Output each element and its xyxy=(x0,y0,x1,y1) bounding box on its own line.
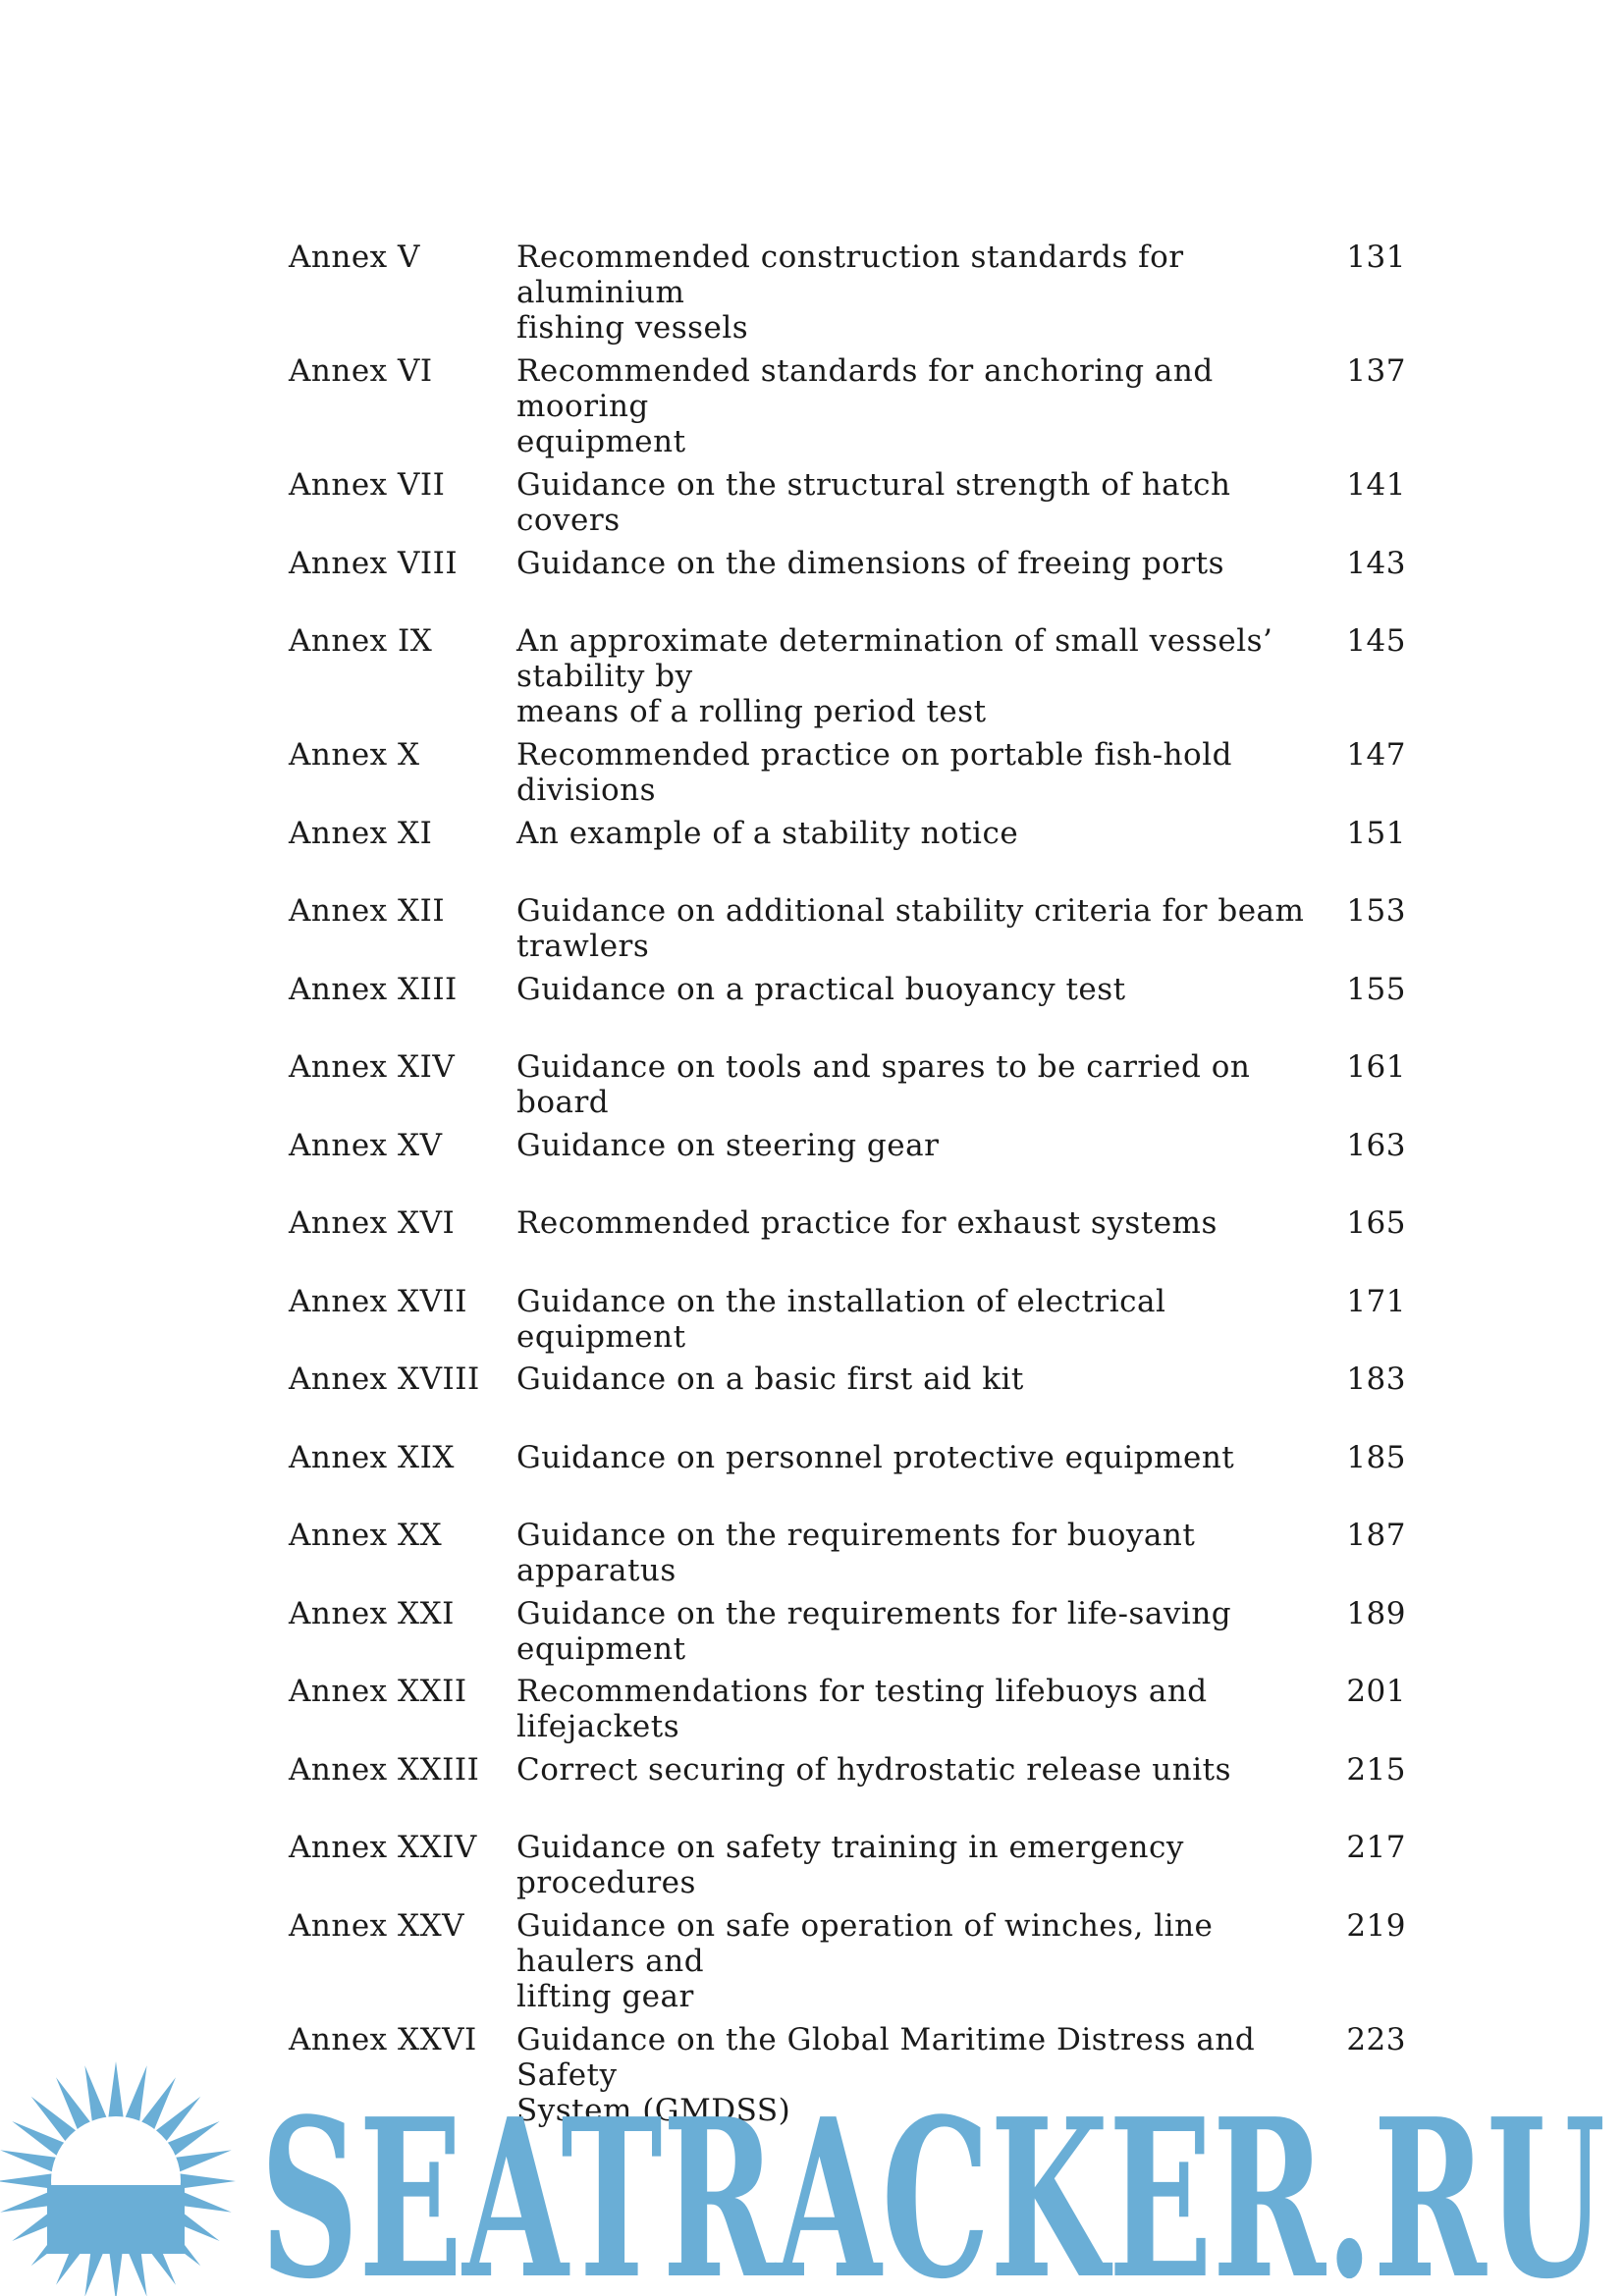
annex-title-line: An approximate determination of small vessels’ stability by xyxy=(516,623,1273,694)
annex-title xyxy=(516,1674,1322,1744)
annex-page-number: 143 xyxy=(1346,545,1406,581)
toc-entry xyxy=(289,1596,1408,1675)
annex-page-number: 147 xyxy=(1346,737,1406,773)
annex-label: Annex XIII xyxy=(289,971,458,1007)
annex-page-number: 163 xyxy=(1346,1127,1406,1163)
annex-page-number: 215 xyxy=(1346,1751,1406,1788)
annex-title-line: Guidance on a practical buoyancy test xyxy=(516,971,1126,1007)
toc-entry xyxy=(289,467,1408,546)
annex-label: Annex XX xyxy=(289,1518,443,1553)
annex-title xyxy=(516,816,1322,851)
toc-entry xyxy=(289,1205,1408,1284)
annex-label: Annex XVI xyxy=(289,1205,456,1241)
annex-label: Annex XVIII xyxy=(289,1362,480,1397)
annex-title-line: lifting gear xyxy=(516,1978,694,2014)
annex-page-number: 201 xyxy=(1346,1674,1406,1709)
annex-label: Annex X xyxy=(289,737,420,773)
toc-entry xyxy=(289,737,1408,816)
annex-label: Annex XXIV xyxy=(289,1830,477,1865)
annex-page-number: 151 xyxy=(1346,815,1406,851)
toc-entry xyxy=(289,1830,1408,1908)
annex-label: Annex XIV xyxy=(289,1049,456,1085)
annex-title-line: Guidance on additional stability criteria for beam trawlers xyxy=(516,893,1305,964)
annex-page-number: 171 xyxy=(1346,1283,1406,1319)
annex-title xyxy=(516,1908,1322,2014)
toc-entry xyxy=(289,1362,1408,1440)
toc-entry xyxy=(289,1674,1408,1752)
annex-title-line: means of a rolling period test xyxy=(516,694,987,729)
annex-title xyxy=(516,467,1322,538)
toc-entry xyxy=(289,1128,1408,1206)
toc-entry xyxy=(289,1752,1408,1831)
annex-title-line: System (GMDSS) xyxy=(516,2092,791,2128)
annex-title-line: Guidance on safety training in emergency procedures xyxy=(516,1830,1184,1900)
toc-entry xyxy=(289,240,1408,353)
annex-title-line: Guidance on the requirements for buoyant apparatus xyxy=(516,1518,1196,1588)
table-of-contents xyxy=(289,240,1408,2136)
annex-label: Annex XI xyxy=(289,815,433,851)
annex-title-line: Guidance on the requirements for life-saving equipment xyxy=(516,1595,1232,1667)
annex-title xyxy=(516,546,1322,581)
annex-label: Annex XV xyxy=(289,1127,443,1163)
annex-title xyxy=(516,1830,1322,1900)
annex-title-line: Recommended standards for anchoring and mooring xyxy=(516,353,1214,424)
annex-page-number: 141 xyxy=(1346,467,1406,503)
annex-label: Annex XXVI xyxy=(289,2021,477,2057)
annex-title-line: Correct securing of hydrostatic release units xyxy=(516,1751,1231,1788)
annex-title xyxy=(516,1596,1322,1667)
annex-label: Annex IX xyxy=(289,623,433,659)
annex-title xyxy=(516,1440,1322,1475)
annex-title xyxy=(516,623,1322,729)
toc-entry xyxy=(289,1284,1408,1362)
toc-entry xyxy=(289,1518,1408,1596)
annex-title-line: Guidance on safe operation of winches, line haulers and xyxy=(516,1907,1214,1979)
toc-entry xyxy=(289,1440,1408,1519)
annex-page-number: 137 xyxy=(1346,353,1406,389)
annex-page-number: 189 xyxy=(1346,1595,1406,1631)
annex-title xyxy=(516,1284,1322,1355)
annex-title-line: An example of a stability notice xyxy=(516,815,1019,851)
page-number: vi xyxy=(275,2181,295,2206)
annex-page-number: 187 xyxy=(1346,1518,1406,1553)
annex-page-number: 185 xyxy=(1346,1439,1406,1475)
annex-title-line: Guidance on tools and spares to be carried on board xyxy=(516,1049,1251,1120)
annex-title xyxy=(516,1128,1322,1163)
annex-title-line: Recommended practice for exhaust systems xyxy=(516,1205,1218,1241)
annex-page-number: 155 xyxy=(1346,971,1406,1007)
annex-page-number: 217 xyxy=(1346,1830,1406,1865)
toc-entry xyxy=(289,546,1408,624)
annex-label: Annex XXIII xyxy=(289,1751,480,1788)
annex-title xyxy=(516,1518,1322,1588)
annex-title xyxy=(516,353,1322,459)
annex-label: Annex XII xyxy=(289,893,446,929)
annex-title xyxy=(516,1752,1322,1788)
annex-title xyxy=(516,972,1322,1007)
annex-title-line: Guidance on a basic first aid kit xyxy=(516,1362,1024,1397)
annex-label: Annex VI xyxy=(289,353,433,389)
annex-title-line: Guidance on the installation of electrical equipment xyxy=(516,1283,1166,1355)
toc-entry xyxy=(289,893,1408,972)
annex-title xyxy=(516,1205,1322,1241)
annex-title-line: Recommended practice on portable fish-hold divisions xyxy=(516,737,1232,808)
annex-title-line: Guidance on steering gear xyxy=(516,1127,940,1163)
annex-label: Annex VII xyxy=(289,467,446,503)
annex-title xyxy=(516,737,1322,808)
toc-entry xyxy=(289,972,1408,1050)
annex-title xyxy=(516,2022,1322,2128)
watermark-text: SEATRACKER.RU xyxy=(260,2072,1605,2296)
annex-page-number: 153 xyxy=(1346,893,1406,929)
toc-entry xyxy=(289,1908,1408,2022)
toc-entry xyxy=(289,1049,1408,1128)
annex-title xyxy=(516,1049,1322,1120)
toc-entry xyxy=(289,353,1408,467)
annex-title-line: Guidance on the dimensions of freeing ports xyxy=(516,545,1225,581)
annex-label: Annex XIX xyxy=(289,1439,455,1475)
toc-entry xyxy=(289,623,1408,737)
annex-page-number: 131 xyxy=(1346,240,1406,275)
annex-page-number: 219 xyxy=(1346,1907,1406,1944)
annex-page-number: 161 xyxy=(1346,1049,1406,1085)
annex-label: Annex XXII xyxy=(289,1674,467,1709)
annex-label: Annex XXV xyxy=(289,1907,465,1944)
annex-title xyxy=(516,893,1322,964)
annex-page-number: 223 xyxy=(1346,2021,1406,2057)
annex-title-line: Guidance on the Global Maritime Distress and Safety xyxy=(516,2021,1256,2093)
annex-page-number: 183 xyxy=(1346,1362,1406,1397)
toc-entry xyxy=(289,816,1408,894)
annex-title-line: Recommended construction standards for aluminium xyxy=(516,240,1184,310)
annex-label: Annex VIII xyxy=(289,545,459,581)
annex-title xyxy=(516,1362,1322,1397)
annex-page-number: 145 xyxy=(1346,623,1406,659)
annex-title-line: equipment xyxy=(516,424,686,459)
annex-page-number: 165 xyxy=(1346,1205,1406,1241)
toc-entry xyxy=(289,2022,1408,2136)
annex-label: Annex XVII xyxy=(289,1283,467,1319)
annex-label: Annex XXI xyxy=(289,1595,455,1631)
annex-title xyxy=(516,240,1322,346)
annex-title-line: Guidance on personnel protective equipment xyxy=(516,1439,1235,1475)
annex-title-line: Guidance on the structural strength of hatch covers xyxy=(516,467,1231,538)
sun-burst-icon xyxy=(0,2061,236,2296)
annex-label: Annex V xyxy=(289,240,420,275)
annex-title-line: fishing vessels xyxy=(516,310,749,346)
annex-title-line: Recommendations for testing lifebuoys and lifejackets xyxy=(516,1674,1208,1744)
